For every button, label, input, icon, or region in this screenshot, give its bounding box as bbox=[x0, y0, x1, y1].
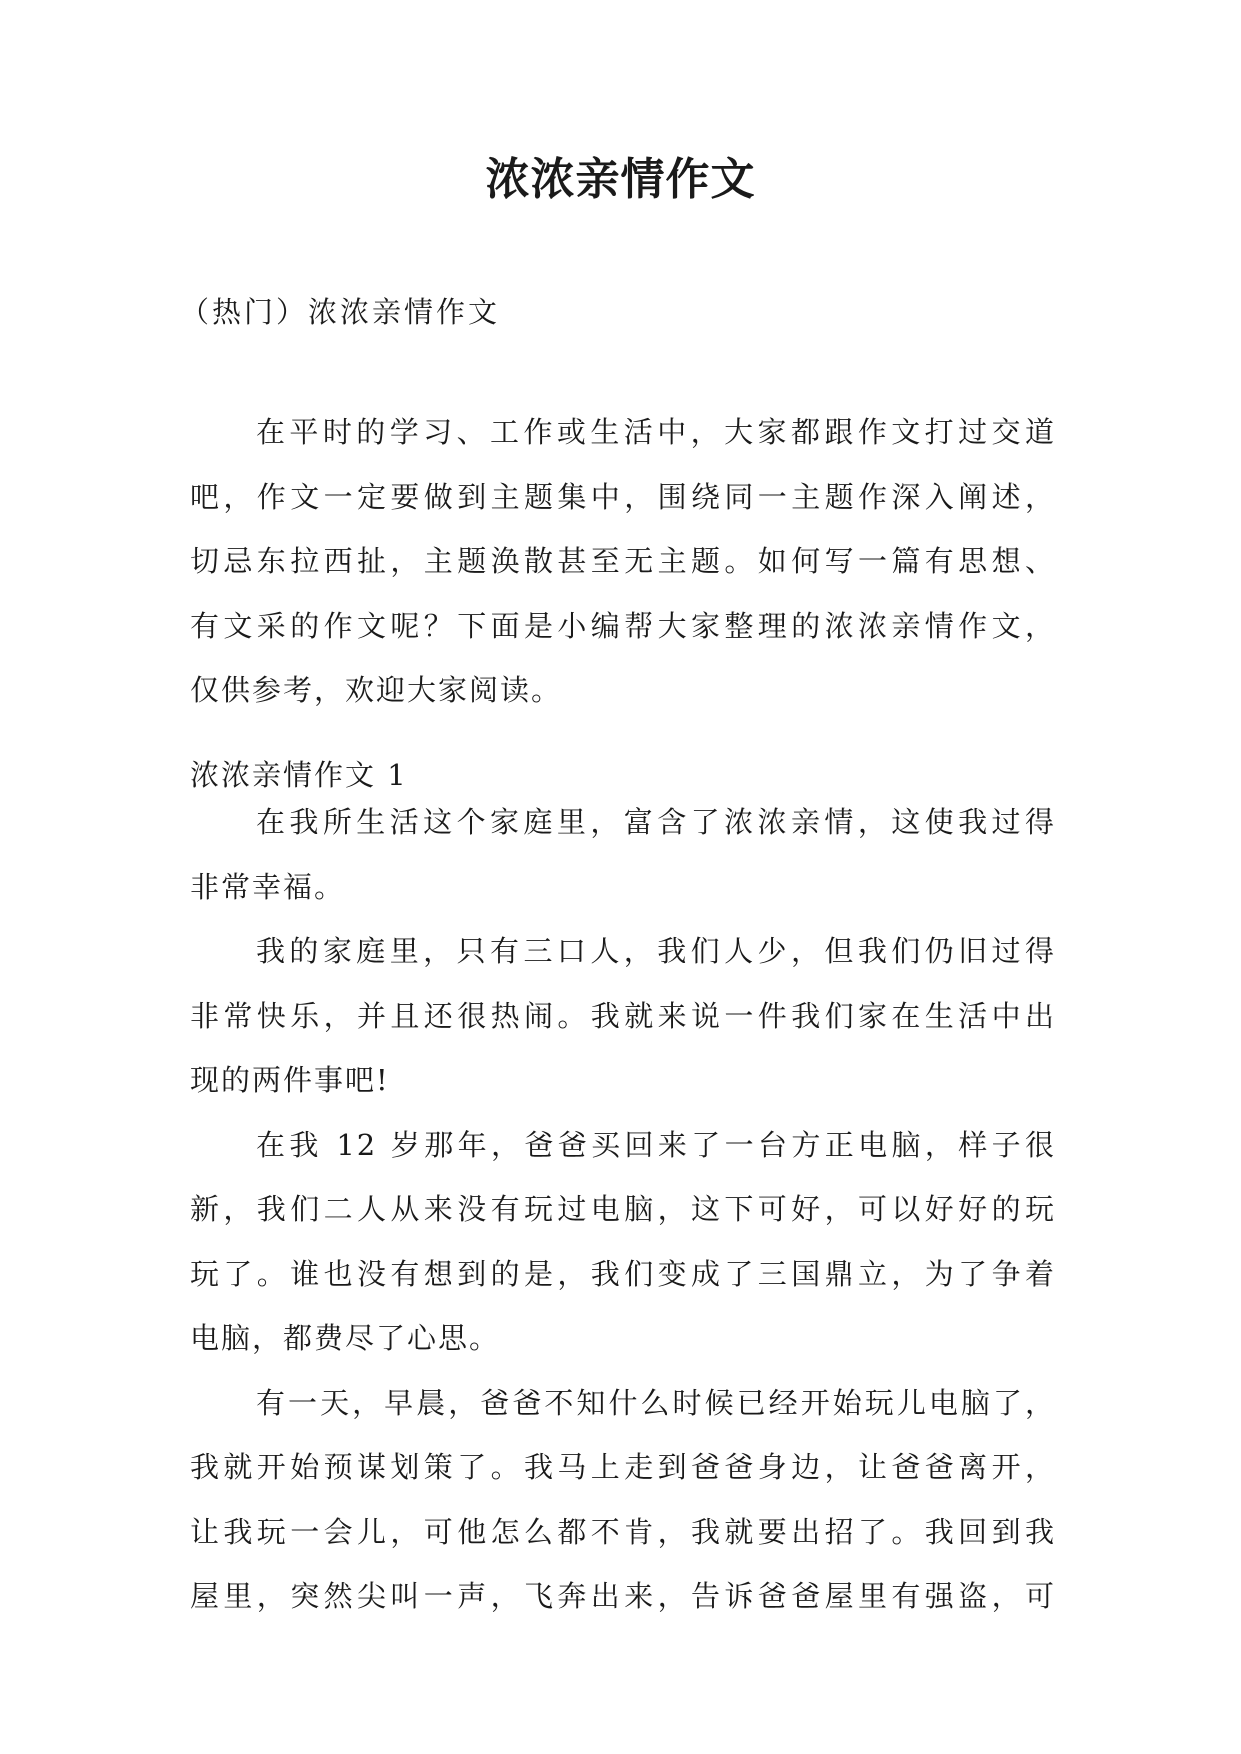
intro-line: 有文采的作文呢？下面是小编帮大家整理的浓浓亲情作文， bbox=[190, 608, 1056, 643]
body-line: 在我所生活这个家庭里，富含了浓浓亲情，这使我过得 bbox=[256, 805, 1056, 839]
body-line: 有一天，早晨，爸爸不知什么时候已经开始玩儿电脑了， bbox=[256, 1385, 1056, 1420]
intro-line: 在平时的学习、工作或生活中，大家都跟作文打过交道 bbox=[256, 415, 1056, 449]
body-line: 我就开始预谋划策了。我马上走到爸爸身边，让爸爸离开， bbox=[190, 1450, 1056, 1484]
essay-body bbox=[190, 790, 1056, 1629]
body-line: 新，我们二人从来没有玩过电脑，这下可好，可以好好的玩 bbox=[190, 1192, 1056, 1226]
body-line: 让我玩一会儿，可他怎么都不肯，我就要出招了。我回到我 bbox=[190, 1514, 1056, 1549]
document-title: 浓浓亲情作文 bbox=[485, 154, 756, 205]
body-line: 我的家庭里，只有三口人，我们人少，但我们仍旧过得 bbox=[256, 934, 1056, 968]
intro-line: 切忌东拉西扯，主题涣散甚至无主题。如何写一篇有思想、 bbox=[190, 544, 1056, 578]
body-line: 现的两件事吧! bbox=[190, 1063, 390, 1097]
intro-line: 吧，作文一定要做到主题集中，围绕同一主题作深入阐述， bbox=[190, 479, 1056, 514]
document-subtitle: （热门）浓浓亲情作文 bbox=[180, 295, 501, 329]
body-line: 在我 12 岁那年，爸爸买回来了一台方正电脑，样子很 bbox=[256, 1127, 1056, 1162]
section-heading: 浓浓亲情作文 1 bbox=[190, 758, 408, 792]
body-line: 玩了。谁也没有想到的是，我们变成了三国鼎立，为了争着 bbox=[190, 1256, 1056, 1291]
body-line: 非常快乐，并且还很热闹。我就来说一件我们家在生活中出 bbox=[190, 998, 1056, 1033]
body-line: 电脑，都费尽了心思。 bbox=[190, 1321, 501, 1355]
intro-paragraph bbox=[190, 400, 1056, 723]
body-line: 非常幸福。 bbox=[190, 869, 346, 904]
body-line: 屋里，突然尖叫一声，飞奔出来，告诉爸爸屋里有强盗，可 bbox=[190, 1579, 1056, 1613]
intro-line: 仅供参考，欢迎大家阅读。 bbox=[190, 673, 563, 707]
